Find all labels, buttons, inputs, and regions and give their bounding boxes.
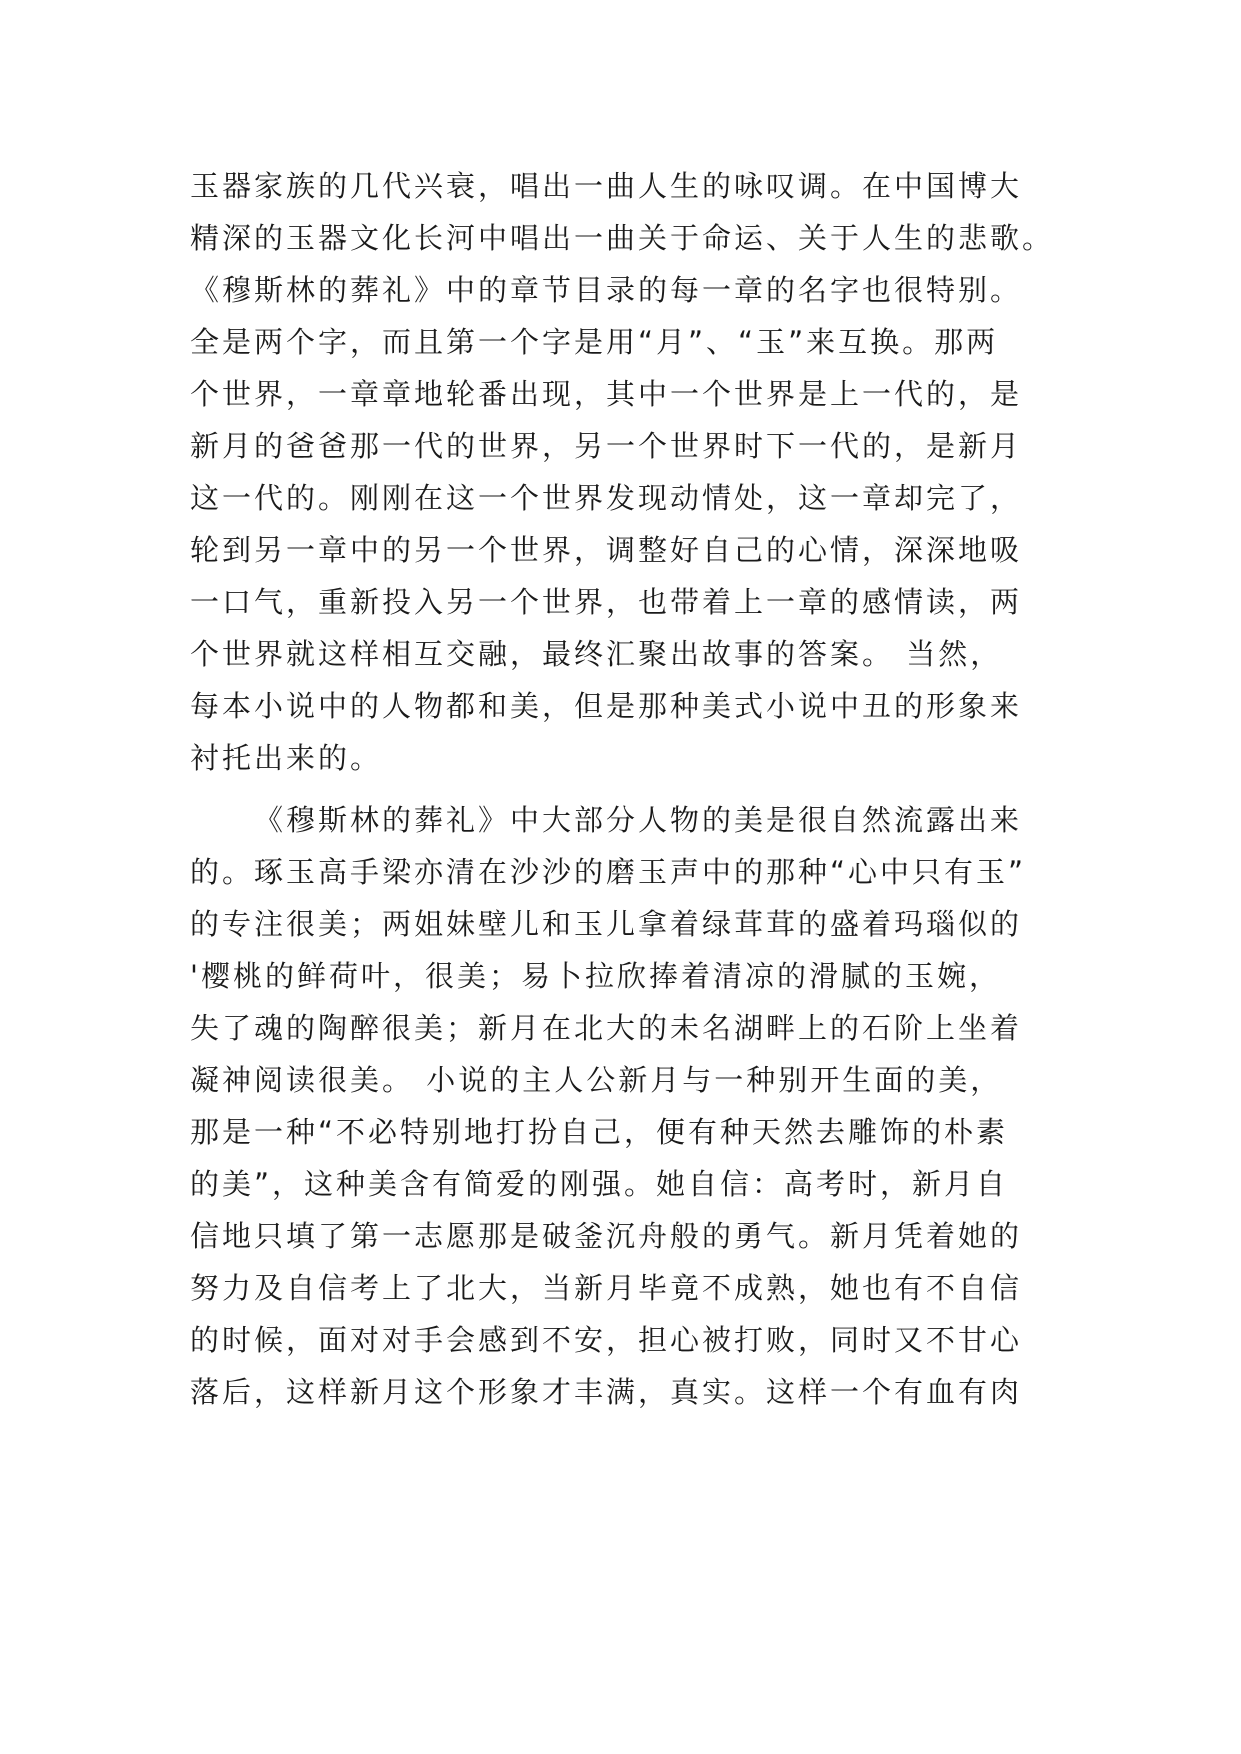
text-line: 全是两个字，而且第一个字是用“月”、“玉”来互换。那两 (190, 325, 999, 359)
text-line: 的专注很美；两姐妹壁儿和玉儿拿着绿茸茸的盛着玛瑙似的 (190, 907, 1023, 941)
text-line: 一口气，重新投入另一个世界，也带着上一章的感情读，两 (190, 585, 1023, 619)
text-line: 衬托出来的。 (190, 741, 383, 775)
text-line: 失了魂的陶醉很美；新月在北大的未名湖畔上的石阶上坐着 (190, 1011, 1023, 1045)
text-line: 每本小说中的人物都和美，但是那种美式小说中丑的形象来 (190, 689, 1023, 723)
document-body (190, 160, 1110, 1418)
paragraph-2 (190, 794, 1110, 1418)
text-line: 新月的爸爸那一代的世界，另一个世界时下一代的，是新月 (190, 429, 1023, 463)
text-line: 个世界，一章章地轮番出现，其中一个世界是上一代的，是 (190, 377, 1023, 411)
text-line: 玉器家族的几代兴衰，唱出一曲人生的咏叹调。在中国博大 (190, 169, 1023, 203)
text-line: 《穆斯林的葬礼》中的章节目录的每一章的名字也很特别。 (190, 273, 1023, 307)
text-line: 落后，这样新月这个形象才丰满，真实。这样一个有血有肉 (190, 1375, 1023, 1409)
text-line: 的时候，面对对手会感到不安，担心被打败，同时又不甘心 (190, 1323, 1023, 1357)
text-line: 努力及自信考上了北大，当新月毕竟不成熟，她也有不自信 (190, 1271, 1023, 1305)
text-line: 个世界就这样相互交融，最终汇聚出故事的答案。 当然， (190, 637, 1003, 671)
text-line: 的美”，这种美含有简爱的刚强。她自信：高考时，新月自 (190, 1167, 1009, 1201)
text-line: 的。琢玉高手梁亦清在沙沙的磨玉声中的那种“心中只有玉” (190, 855, 1027, 889)
text-line: 那是一种“不必特别地打扮自己，便有种天然去雕饰的朴素 (190, 1115, 1009, 1149)
text-line: 这一代的。刚刚在这一个世界发现动情处，这一章却完了， (190, 481, 1023, 515)
text-line: '樱桃的鲜荷叶，很美；易卜拉欣捧着清凉的滑腻的玉婉， (190, 959, 1001, 993)
paragraph-1 (190, 160, 1110, 784)
text-line: 凝神阅读很美。 小说的主人公新月与一种别开生面的美， (190, 1063, 1003, 1097)
text-line: 信地只填了第一志愿那是破釜沉舟般的勇气。新月凭着她的 (190, 1219, 1023, 1253)
text-line: 轮到另一章中的另一个世界，调整好自己的心情，深深地吸 (190, 533, 1023, 567)
text-line: 《穆斯林的葬礼》中大部分人物的美是很自然流露出来 (254, 803, 1023, 837)
text-line: 精深的玉器文化长河中唱出一曲关于命运、关于人生的悲歌。 (190, 221, 1055, 255)
